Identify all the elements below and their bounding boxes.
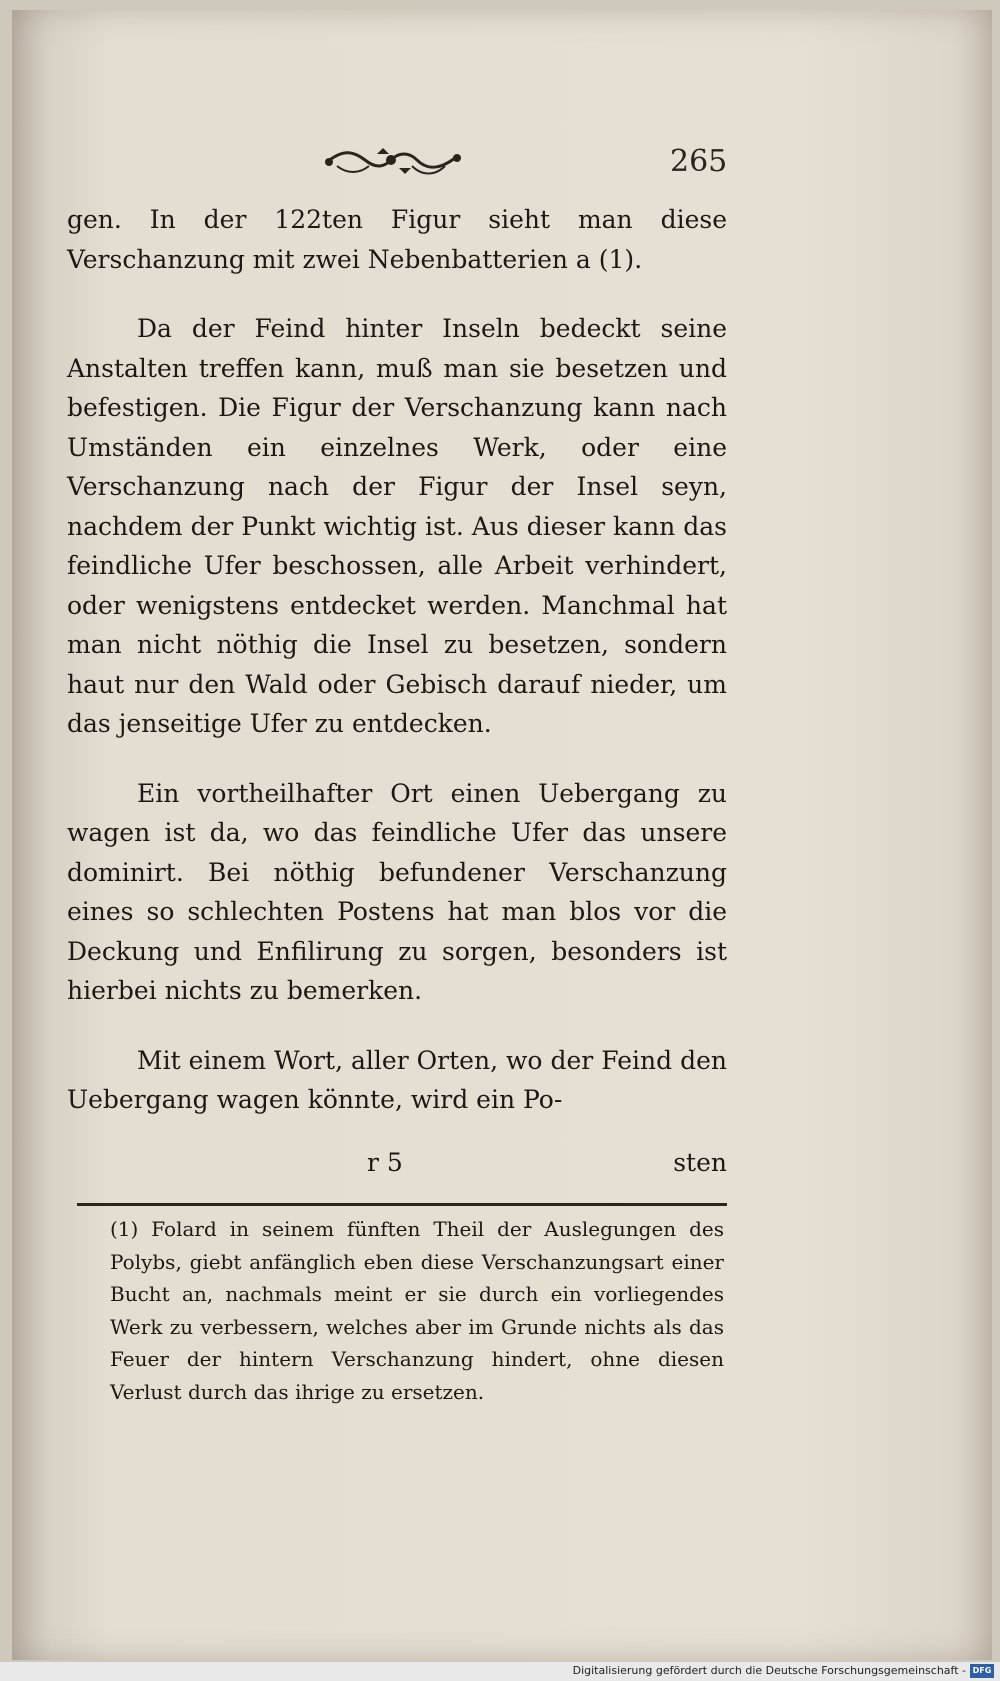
page-number: 265	[670, 144, 728, 179]
footnote-divider	[77, 1203, 727, 1206]
paragraph-1: gen. In der 122ten Figur sieht man diese Verschanzung mit zwei Nebenbatterien a (1).	[67, 205, 727, 274]
ornament-vignette-icon	[317, 140, 467, 185]
paragraph-4: Mit einem Wort, aller Orten, wo der Feind den Uebergang wagen könnte, wird ein Po-	[67, 1045, 727, 1114]
book-page	[12, 10, 992, 1660]
paragraph-3: Ein vortheilhafter Ort einen Uebergang zu wagen ist da, wo das feindliche Ufer das unsere dominirt. Bei nöthig befundener Verschanzung eines so schlechten Postens hat man blos vor die Deckung und Enfilirung zu sorgen, besonders ist hierbei nichts zu bemerken.	[67, 778, 727, 1005]
footer-bar	[0, 1662, 1000, 1681]
catchword: sten	[673, 1148, 727, 1177]
footer-credit: Digitalisierung gefördert durch die Deutsche Forschungsgemeinschaft -	[572, 1664, 966, 1677]
paragraph-2: Da der Feind hinter Inseln bedeckt seine Anstalten treffen kann, muß man sie besetzen und befestigen. Die Figur der Verschanzung kann nach Umständen ein einzelnes Werk, oder eine Verschanzung nach der Figur der Insel seyn, nachdem der Punkt wichtig ist. Aus dieser kann das feindliche Ufer beschossen, alle Arbeit verhindert, oder wenigstens entdecket werden. Manchmal hat man nicht nöthig die Insel zu besetzen, sondern haut nur den Wald oder Gebisch darauf nieder, um das jenseitige Ufer zu entdecken.	[67, 314, 727, 738]
body-text	[67, 200, 727, 1120]
dfg-logo-icon: DFG	[970, 1664, 994, 1678]
footnote: (1) Folard in seinem fünften Theil der Auslegungen des Polybs, giebt anfänglich eben diese Verschanzungsart einer Bucht an, nachmals meint er sie durch ein vorliegendes Werk zu verbessern, welches aber im Grunde nichts als das Feuer der hintern Verschanzung hindert, ohne diesen Verlust durch das ihrige zu ersetzen.	[110, 1217, 724, 1404]
signature-mark: r 5	[367, 1148, 403, 1177]
catch-row	[67, 1148, 727, 1188]
page-header	[12, 140, 992, 190]
